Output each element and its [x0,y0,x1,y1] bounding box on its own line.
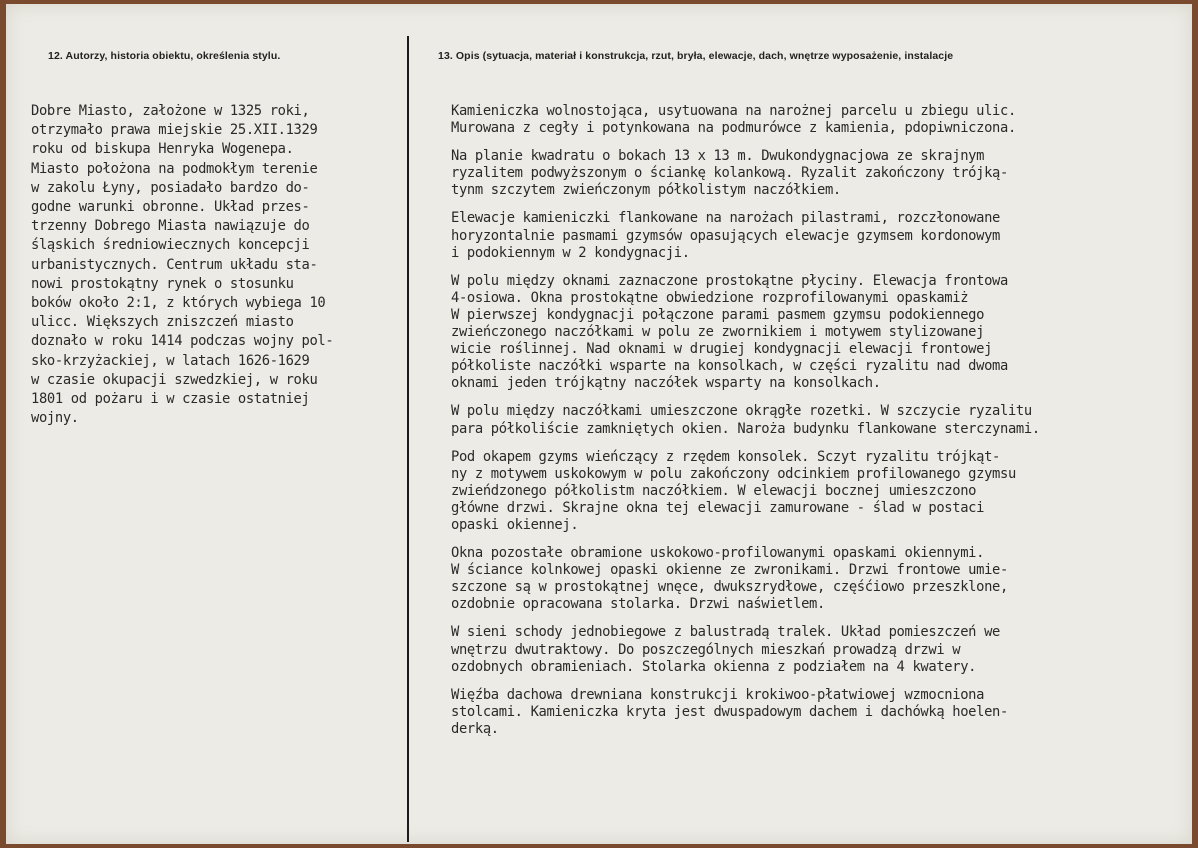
description-line: opaski okiennej. [451,516,579,533]
history-line: godne warunki obronne. Układ przes- [31,199,310,216]
description-paragraph [451,687,1191,738]
description-line: horyzontalnie pasmami gzymsów opasujących elewacje gzymsem kordonowym [451,227,1000,244]
description-paragraph [451,210,1191,261]
description-line: Kamieniczka wolnostojąca, usytuowana na narożnej parcelu u zbiegu ulic. [451,103,1016,119]
description-line: Elewacje kamieniczki flankowane na narożach pilastrami, rozczłonowane [451,210,1000,227]
description-line: Okna pozostałe obramione uskokowo-profilowanymi opaskami okiennymi. [451,545,985,562]
description-line: zwieńczonego naczółkami w polu ze zwornikiem i motywem stylizowanej [451,324,985,341]
description-text [451,103,1191,749]
description-line: półkoliste naczółki wsparte na konsolkach, w części ryzalitu nad dwoma [451,358,1008,375]
section-13-header: 13. Opis (sytuacja, materiał i konstrukcja, rzut, bryła, elewacje, dach, wnętrze wyposażenie, instalacje [438,50,954,62]
history-line: w zakolu Łyny, posiadało bardzo do- [31,179,310,196]
description-paragraph [451,103,1191,137]
description-paragraph [451,403,1191,437]
history-text [31,102,333,428]
description-line: główne drzwi. Skrajne okna tej elewacji zamurowane - ślad w postaci [451,499,985,516]
history-line: Dobre Miasto, założone w 1325 roki, [31,103,310,119]
description-line: derką. [451,720,499,737]
description-line: tynm szczytem zwieńczonym półkolistym naczółkiem. [451,182,841,199]
description-paragraph [451,624,1191,675]
description-line: oknami jeden trójkątny naczółek wsparty na konsolkach. [451,375,881,392]
section-12-header: 12. Autorzy, historia obiektu, określenia stylu. [48,50,281,62]
description-line: W ściance kolnkowej opaski okienne ze zwronikami. Drzwi frontowe umie- [451,562,1008,579]
description-paragraph [451,273,1191,393]
history-line: wojny. [31,410,79,427]
description-line: wnętrzu dwutraktowy. Do poszczególnych mieszkań prowadzą drzwi w [451,641,961,658]
description-line: wicie roślinnej. Nad oknami w drugiej kondygnacji elewacji frontowej [451,341,993,358]
description-line: Murowana z cegły i potynkowana na podmurówce z kamienia, pdopiwniczona. [451,120,1016,137]
history-line: 1801 od pożaru i w czasie ostatniej [31,391,310,408]
description-line: W sieni schody jednobiegowe z balustradą tralek. Układ pomieszczeń we [451,624,1000,641]
description-line: ryzalitem podwyższonym o ściankę kolankową. Ryzalit zakończony trójką- [451,165,1008,182]
history-line: Miasto położona na podmokłym terenie [31,160,318,177]
description-line: zwieńdzonego półkolistm naczółkiem. W elewacji bocznej umieszczono [451,482,977,499]
description-line: Więźba dachowa drewniana konstrukcji krokiwoo-płatwiowej wzmocniona [451,686,985,703]
description-paragraph [451,545,1191,613]
history-line: w czasie okupacji szwedzkiej, w roku [31,371,318,388]
description-line: ozdobnych obramieniach. Stolarka okienna z podziałem na 4 kwatery. [451,658,977,675]
history-line: śląskich średniowiecznych koncepcji [31,237,310,254]
history-line: boków około 2:1, z których wybiega 10 [31,295,326,312]
description-line: i podokiennym w 2 kondygnacji. [451,244,690,261]
description-line: W pierwszej kondygnacji połączone parami pasmem gzymsu podokiennego [451,306,985,323]
description-line: W polu między oknami zaznaczone prostokątne płyciny. Elewacja frontowa [451,272,1008,289]
history-line: trzenny Dobrego Miasta nawiązuje do [31,218,310,235]
description-paragraph [451,449,1191,534]
history-line: urbanistycznych. Centrum układu sta- [31,256,318,273]
description-line: para półkoliście zamkniętych okien. Naroża budynku flankowane sterczynami. [451,420,1040,437]
description-line: szczone są w prostokątnej wnęce, dwukszrydłowe, częśćiowo przeszklone, [451,579,1008,596]
description-line: ozdobnie opracowana stolarka. Drzwi naświetlem. [451,596,825,613]
description-line: W polu między naczółkami umieszczone okrągłe rozetki. W szczycie ryzalitu [451,403,1032,420]
history-line: nowi prostokątny rynek o stosunku [31,275,294,292]
history-line: doznało w roku 1414 podczas wojny pol- [31,333,334,350]
description-line: Pod okapem gzyms wieńczący z rzędem konsolek. Sczyt ryzalitu trójkąt- [451,448,1000,465]
description-line: 4-osiowa. Okna prostokątne obwiedzione rozprofilowanymi opaskamiż [451,289,969,306]
history-line: ulicc. Większych zniszczeń miasto [31,314,294,331]
column-divider [407,36,409,842]
description-line: stolcami. Kamieniczka kryta jest dwuspadowym dachem i dachówką hoelen- [451,703,1008,720]
history-line: roku od biskupa Henryka Wogenepa. [31,141,294,158]
description-line: ny z motywem uskokowym w polu zakończony odcinkiem profilowanego gzymsu [451,465,1016,482]
history-line: otrzymało prawa miejskie 25.XII.1329 [31,122,318,139]
history-line: sko-krzyżackiej, w latach 1626-1629 [31,352,310,369]
document-sheet [6,4,1192,844]
description-line: Na planie kwadratu o bokach 13 x 13 m. Dwukondygnacjowa ze skrajnym [451,148,985,165]
description-paragraph [451,148,1191,199]
